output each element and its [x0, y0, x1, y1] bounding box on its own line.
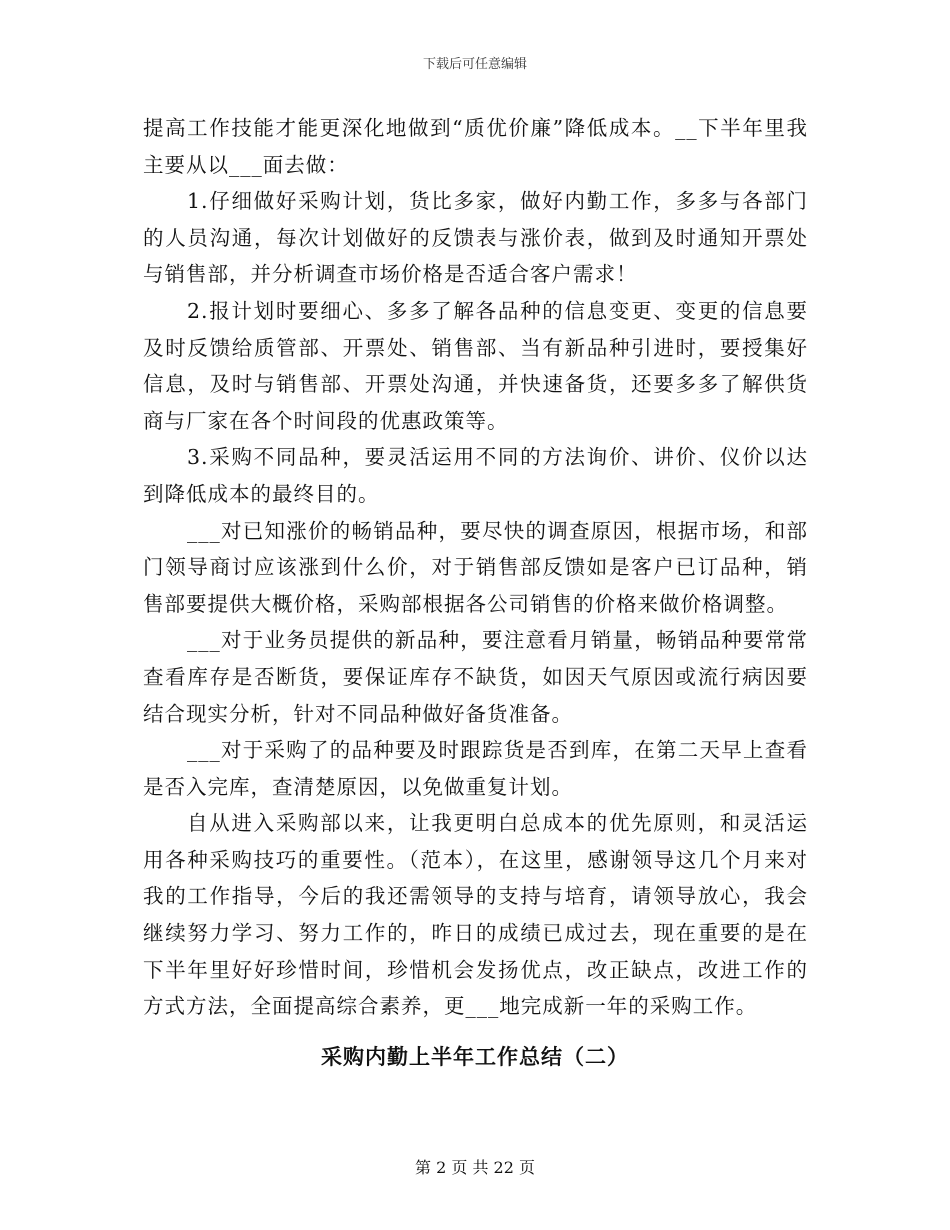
- paragraph-item-1: 1.仔细做好采购计划，货比多家，做好内勤工作，多多与各部门的人员沟通，每次计划做好的反馈表与涨价表，做到及时通知开票处与销售部，并分析调查市场价格是否适合客户需求！: [143, 189, 808, 287]
- paragraph-price-increase: ___对已知涨价的畅销品种，要尽快的调查原因，根据市场，和部门领导商讨应该涨到什么价，对于销售部反馈如是客户已订品种，销售部要提供大概价格，采购部根据各公司销售的价格来做价格调整。: [143, 518, 808, 616]
- paragraph-item-3: 3.采购不同品种，要灵活运用不同的方法询价、讲价、仪价以达到降低成本的最终目的。: [143, 445, 808, 506]
- document-body: [143, 110, 808, 1025]
- paragraph-conclusion: 自从进入采购部以来，让我更明白总成本的优先原则，和灵活运用各种采购技巧的重要性。（范本），在这里，感谢领导这几个月来对我的工作指导，今后的我还需领导的支持与培育，请领导放心，我会继续努力学习、努力工作的，昨日的成绩已成过去，现在重要的是在下半年里好好珍惜时间，珍惜机会发扬优点，改正缺点，改进工作的方式方法，全面提高综合素养，更___地完成新一年的采购工作。: [143, 811, 808, 1019]
- page-number: 第 2 页 共 22 页: [415, 1158, 535, 1177]
- paragraph-intro-continuation: 提高工作技能才能更深化地做到“质优价廉”降低成本。__下半年里我主要从以___面去做：: [143, 116, 808, 177]
- paragraph-tracking: ___对于采购了的品种要及时跟踪货是否到库，在第二天早上查看是否入完库，查清楚原因，以免做重复计划。: [143, 738, 808, 799]
- section-heading: 采购内勤上半年工作总结（二）: [321, 1044, 629, 1069]
- paragraph-new-products: ___对于业务员提供的新品种，要注意看月销量，畅销品种要常常查看库存是否断货，要保证库存不缺货，如因天气原因或流行病因要结合现实分析，针对不同品种做好备货准备。: [143, 628, 808, 726]
- paragraph-item-2: 2.报计划时要细心、多多了解各品种的信息变更、变更的信息要及时反馈给质管部、开票处、销售部、当有新品种引进时，要授集好信息，及时与销售部、开票处沟通，并快速备货，还要多多了解供货商与厂家在各个时间段的优惠政策等。: [143, 298, 808, 433]
- header-note: 下载后可任意编辑: [422, 57, 527, 72]
